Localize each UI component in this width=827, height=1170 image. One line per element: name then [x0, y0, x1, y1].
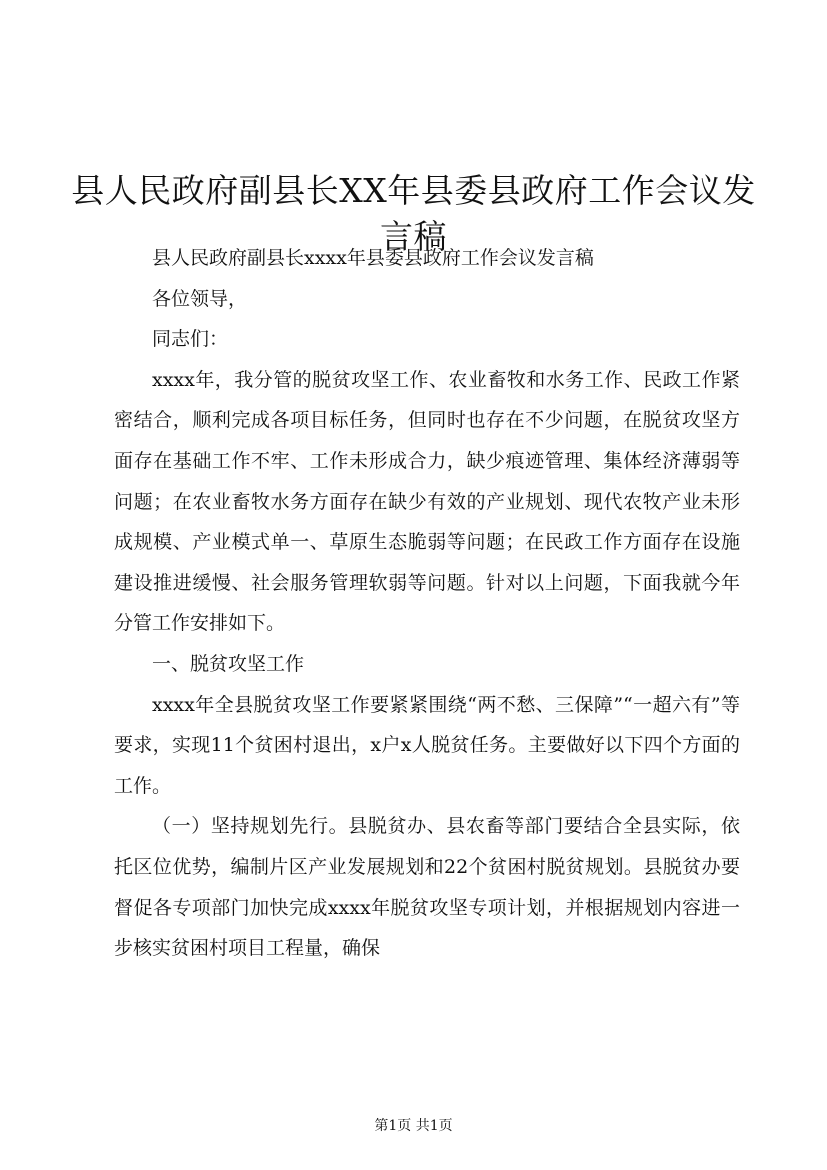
body-paragraph: xxxx年，我分管的脱贫攻坚工作、农业畜牧和水务工作、民政工作紧密结合，顺利完成各项目标任务，但同时也存在不少问题，在脱贫攻坚方面存在基础工作不牢、工作未形成合力，缺少痕迹管理、集体经济薄弱等问题；在农业畜牧水务方面存在缺少有效的产业规划、现代农牧产业未形成规模、产业模式单一、草原生态脆弱等问题；在民政工作方面存在设施建设推进缓慢、社会服务管理软弱等问题。针对以上问题，下面我就今年分管工作安排如下。 [114, 368, 740, 635]
document-title: 县人民政府副县长XX年县委县政府工作会议发言稿 [71, 171, 756, 257]
subtitle-paragraph: 县人民政府副县长xxxx年县委县政府工作会议发言稿 [152, 247, 594, 269]
salutation-comrades: 同志们： [152, 328, 229, 351]
page-footer: 第1页 共1页 [374, 1118, 453, 1134]
body-paragraph: xxxx年全县脱贫攻坚工作要紧紧围绕“两不愁、三保障”“一超六有”等要求，实现11个贫困村退出，x户x人脱贫任务。主要做好以下四个方面的工作。 [114, 693, 740, 797]
section-heading: 一、脱贫攻坚工作 [152, 652, 305, 675]
body-paragraph: （一）坚持规划先行。县脱贫办、县农畜等部门要结合全县实际，依托区位优势，编制片区产业发展规划和22个贫困村脱贫规划。县脱贫办要督促各专项部门加快完成xxxx年脱贫攻坚专项计划，并根据规划内容进一步核实贫困村项目工程量，确保 [114, 815, 740, 960]
document-body [114, 238, 740, 969]
salutation-leaders: 各位领导， [152, 287, 248, 310]
